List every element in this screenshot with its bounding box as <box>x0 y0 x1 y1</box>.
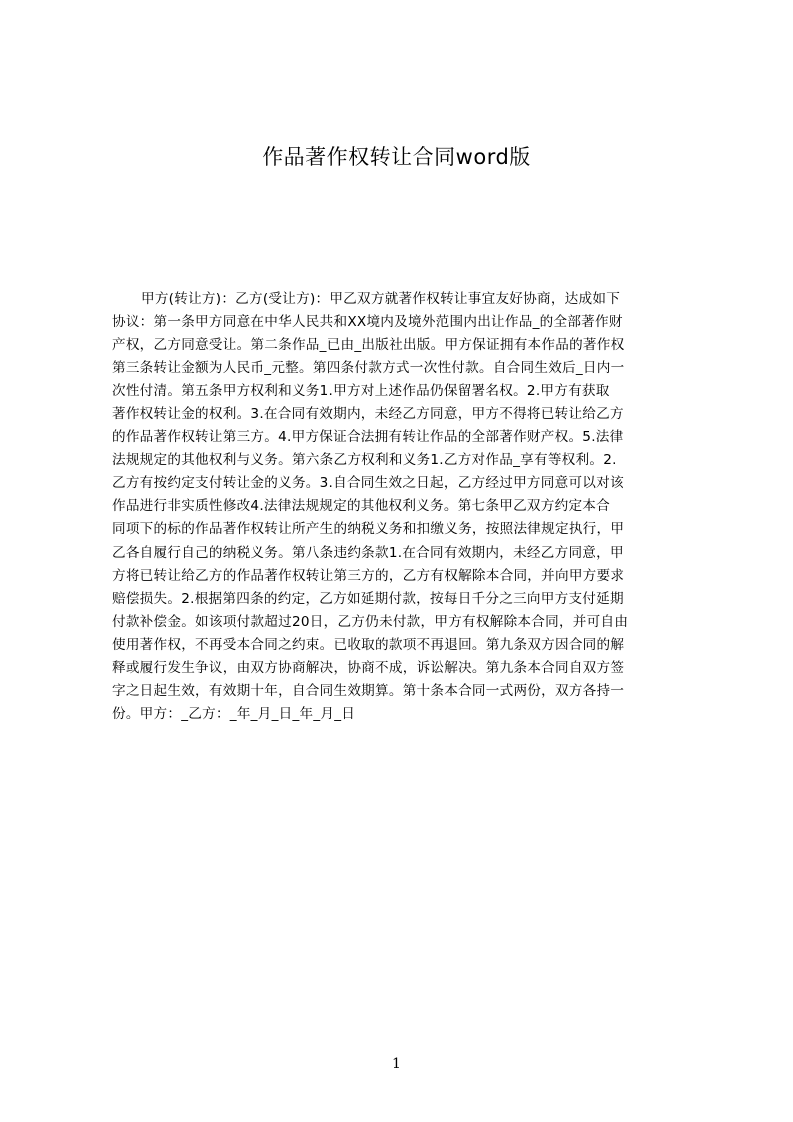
body-line: 释或履行发生争议，由双方协商解决，协商不成，诉讼解决。第九条本合同自双方签 <box>112 659 625 676</box>
page-number: 1 <box>392 1056 401 1072</box>
body-line: 第三条转让金额为人民币_元整。第四条付款方式一次性付款。自合同生效后_日内一 <box>112 360 625 377</box>
body-line: 甲方(转让方)：乙方(受让方)：甲乙双方就著作权转让事宜友好协商，达成如下 <box>141 291 621 307</box>
body-line: 乙各自履行自己的纳税义务。第八条违约条款1.在合同有效期内，未经乙方同意，甲 <box>112 544 624 561</box>
body-line: 协议：第一条甲方同意在中华人民共和XX境内及境外范围内出让作品_的全部著作财 <box>112 314 623 331</box>
body-line: 产权，乙方同意受让。第二条作品_已由_出版社出版。甲方保证拥有本作品的著作权 <box>112 337 625 354</box>
body-line: 付款补偿金。如该项付款超过20日，乙方仍未付款，甲方有权解除本合同，并可自由 <box>112 613 629 630</box>
body-line: 份。甲方：_乙方：_年_月_日_年_月_日 <box>112 705 356 722</box>
body-line: 次性付清。第五条甲方权利和义务1.甲方对上述作品仍保留署名权。2.甲方有获取 <box>112 383 610 400</box>
document-title: 作品著作权转让合同word版 <box>262 145 531 169</box>
body-line: 乙方有按约定支付转让金的义务。3.自合同生效之日起，乙方经过甲方同意可以对该 <box>112 475 624 492</box>
body-line: 法规规定的其他权利与义务。第六条乙方权利和义务1.乙方对作品_享有等权利。2. <box>112 452 617 469</box>
body-line: 同项下的标的作品著作权转让所产生的纳税义务和扣缴义务，按照法律规定执行，甲 <box>112 521 625 538</box>
body-line: 字之日起生效，有效期十年，自合同生效期算。第十条本合同一式两份，双方各持一 <box>112 682 625 699</box>
contract-body <box>112 288 702 726</box>
body-line: 赔偿损失。2.根据第四条的约定，乙方如延期付款，按每日千分之三向甲方支付延期 <box>112 590 624 607</box>
body-line: 使用著作权，不再受本合同之约束。已收取的款项不再退回。第九条双方因合同的解 <box>112 636 625 653</box>
body-line: 著作权转让金的权利。3.在合同有效期内，未经乙方同意，甲方不得将已转让给乙方 <box>112 406 624 423</box>
body-line: 方将已转让给乙方的作品著作权转让第三方的，乙方有权解除本合同，并向甲方要求 <box>112 567 625 584</box>
body-line: 的作品著作权转让第三方。4.甲方保证合法拥有转让作品的全部著作财产权。5.法律 <box>112 429 624 446</box>
body-line: 作品进行非实质性修改4.法律法规规定的其他权利义务。第七条甲乙双方约定本合 <box>112 498 610 515</box>
